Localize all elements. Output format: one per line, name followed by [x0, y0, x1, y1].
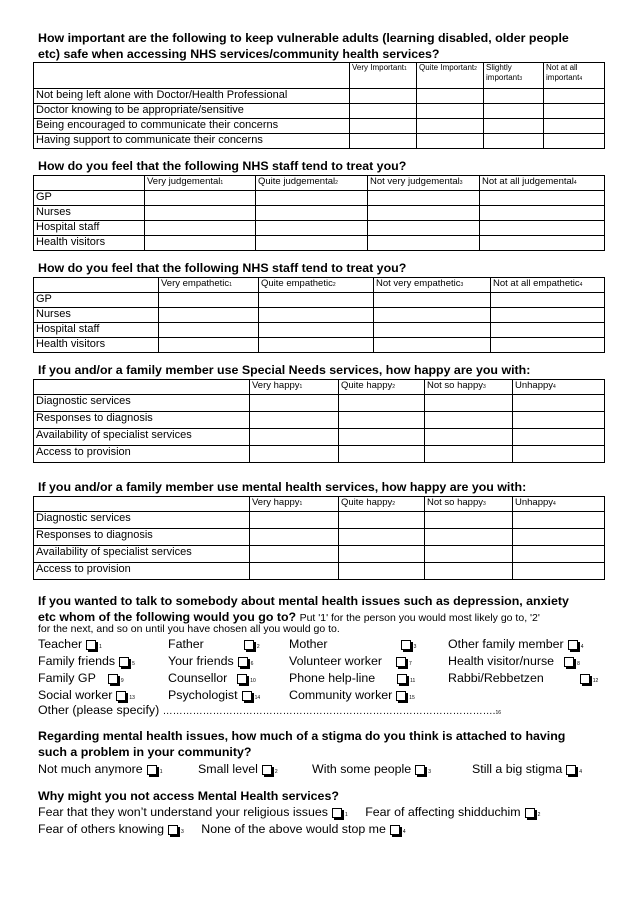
table-row: Responses to diagnosis — [34, 529, 250, 546]
q8-title: Why might you not access Mental Health services? — [38, 789, 339, 803]
checkbox[interactable] — [119, 657, 129, 667]
q3-table: Very empathetic1 Quite empathetic2 Not very empathetic3 Not at all empathetic4 GP Nurses Hospital staff Health visitors — [33, 277, 605, 353]
q6-other[interactable]: Other (please specify) ……………………………………………………………………………………….16 — [38, 703, 501, 717]
checkbox[interactable] — [147, 765, 157, 775]
checkbox[interactable] — [238, 657, 248, 667]
table-row: Not being left alone with Doctor/Health Professional — [34, 89, 350, 104]
q6-note: for the next, and so on until you have chosen all you would go to. — [38, 623, 340, 635]
table-row: Availability of specialist services — [34, 546, 250, 563]
q3-title: How do you feel that the following NHS staff tend to treat you? — [38, 261, 407, 275]
q4-table: Very happy1 Quite happy2 Not so happy3 Unhappy4 Diagnostic services Responses to diagnosis Availability of specialist services Access to provision — [33, 379, 605, 463]
q2-title: How do you feel that the following NHS staff tend to treat you? — [38, 159, 407, 173]
checkbox[interactable] — [396, 691, 406, 701]
table-row: Responses to diagnosis — [34, 412, 250, 429]
checkbox[interactable] — [397, 674, 407, 684]
checkbox[interactable] — [564, 657, 574, 667]
table-row: Diagnostic services — [34, 512, 250, 529]
q6-options: Teacher 1 Father 2 Mother 3 Other family member 4 Family friends 5 Your friends 6 Volunteer worker 7 Health visitor/nurse 8 Family GP 9 Counsellor 10 Phone help-line 11 Rabbi/Rebbetzen 12 Social worker 13 Psychologist 14 Community worker 15 — [38, 637, 599, 702]
checkbox[interactable] — [108, 674, 118, 684]
checkbox[interactable] — [396, 657, 406, 667]
checkbox[interactable] — [168, 825, 178, 835]
table-row: Access to provision — [34, 563, 250, 580]
q5-title: If you and/or a family member use mental health services, how happy are you with: — [38, 480, 527, 494]
checkbox[interactable] — [401, 640, 411, 650]
q1-title: How important are the following to keep vulnerable adults (learning disabled, older people etc) safe when accessing NHS services/community health services? — [38, 31, 569, 61]
q8-options-row2: Fear of others knowing 3 None of the above would stop me 4 — [38, 822, 406, 836]
checkbox[interactable] — [116, 691, 126, 701]
table-row: Availability of specialist services — [34, 429, 250, 446]
table-row: Diagnostic services — [34, 395, 250, 412]
q6-title: If you wanted to talk to somebody about mental health issues such as depression, anxiety etc whom of the following would you go to? Put '1' for the person you would most likely go to, '2' — [38, 594, 569, 624]
q2-table: Very judgemental1 Quite judgemental2 Not very judgemental3 Not at all judgemental4 GP Nurses Hospital staff Health visitors — [33, 175, 605, 251]
table-row: Being encouraged to communicate their concerns — [34, 119, 350, 134]
q4-title: If you and/or a family member use Special Needs services, how happy are you with: — [38, 363, 531, 377]
table-row: Nurses — [34, 308, 159, 323]
q8-options-row1: Fear that they won’t understand your religious issues 1 Fear of affecting shidduchim 2 — [38, 805, 541, 819]
checkbox[interactable] — [332, 808, 342, 818]
table-row: Access to provision — [34, 446, 250, 463]
q5-table: Very happy1 Quite happy2 Not so happy3 Unhappy4 Diagnostic services Responses to diagnosis Availability of specialist services Access to provision — [33, 496, 605, 580]
checkbox[interactable] — [262, 765, 272, 775]
table-row: Health visitors — [34, 236, 145, 251]
checkbox[interactable] — [568, 640, 578, 650]
checkbox[interactable] — [237, 674, 247, 684]
table-row: Hospital staff — [34, 323, 159, 338]
checkbox[interactable] — [566, 765, 576, 775]
q7-options: Not much anymore 1 Small level 2 With some people 3 Still a big stigma 4 — [38, 762, 582, 776]
table-row: GP — [34, 293, 159, 308]
table-row: Health visitors — [34, 338, 159, 353]
table-row: Nurses — [34, 206, 145, 221]
table-row: GP — [34, 191, 145, 206]
checkbox[interactable] — [86, 640, 96, 650]
checkbox[interactable] — [242, 691, 252, 701]
q1-table: Very Important1 Quite Important2 Slightly important3 Not at all important4 Not being left alone with Doctor/Health Professional Doctor knowing to be appropriate/sensitive Being encouraged to communicate their concerns Having support to communicate their concerns — [33, 62, 605, 149]
checkbox[interactable] — [415, 765, 425, 775]
table-row: Hospital staff — [34, 221, 145, 236]
checkbox[interactable] — [244, 640, 254, 650]
q7-title: Regarding mental health issues, how much of a stigma do you think is attached to having such a problem in your community? — [38, 729, 566, 759]
table-row: Having support to communicate their concerns — [34, 134, 350, 149]
checkbox[interactable] — [525, 808, 535, 818]
checkbox[interactable] — [390, 825, 400, 835]
checkbox[interactable] — [580, 674, 590, 684]
table-row: Doctor knowing to be appropriate/sensitive — [34, 104, 350, 119]
